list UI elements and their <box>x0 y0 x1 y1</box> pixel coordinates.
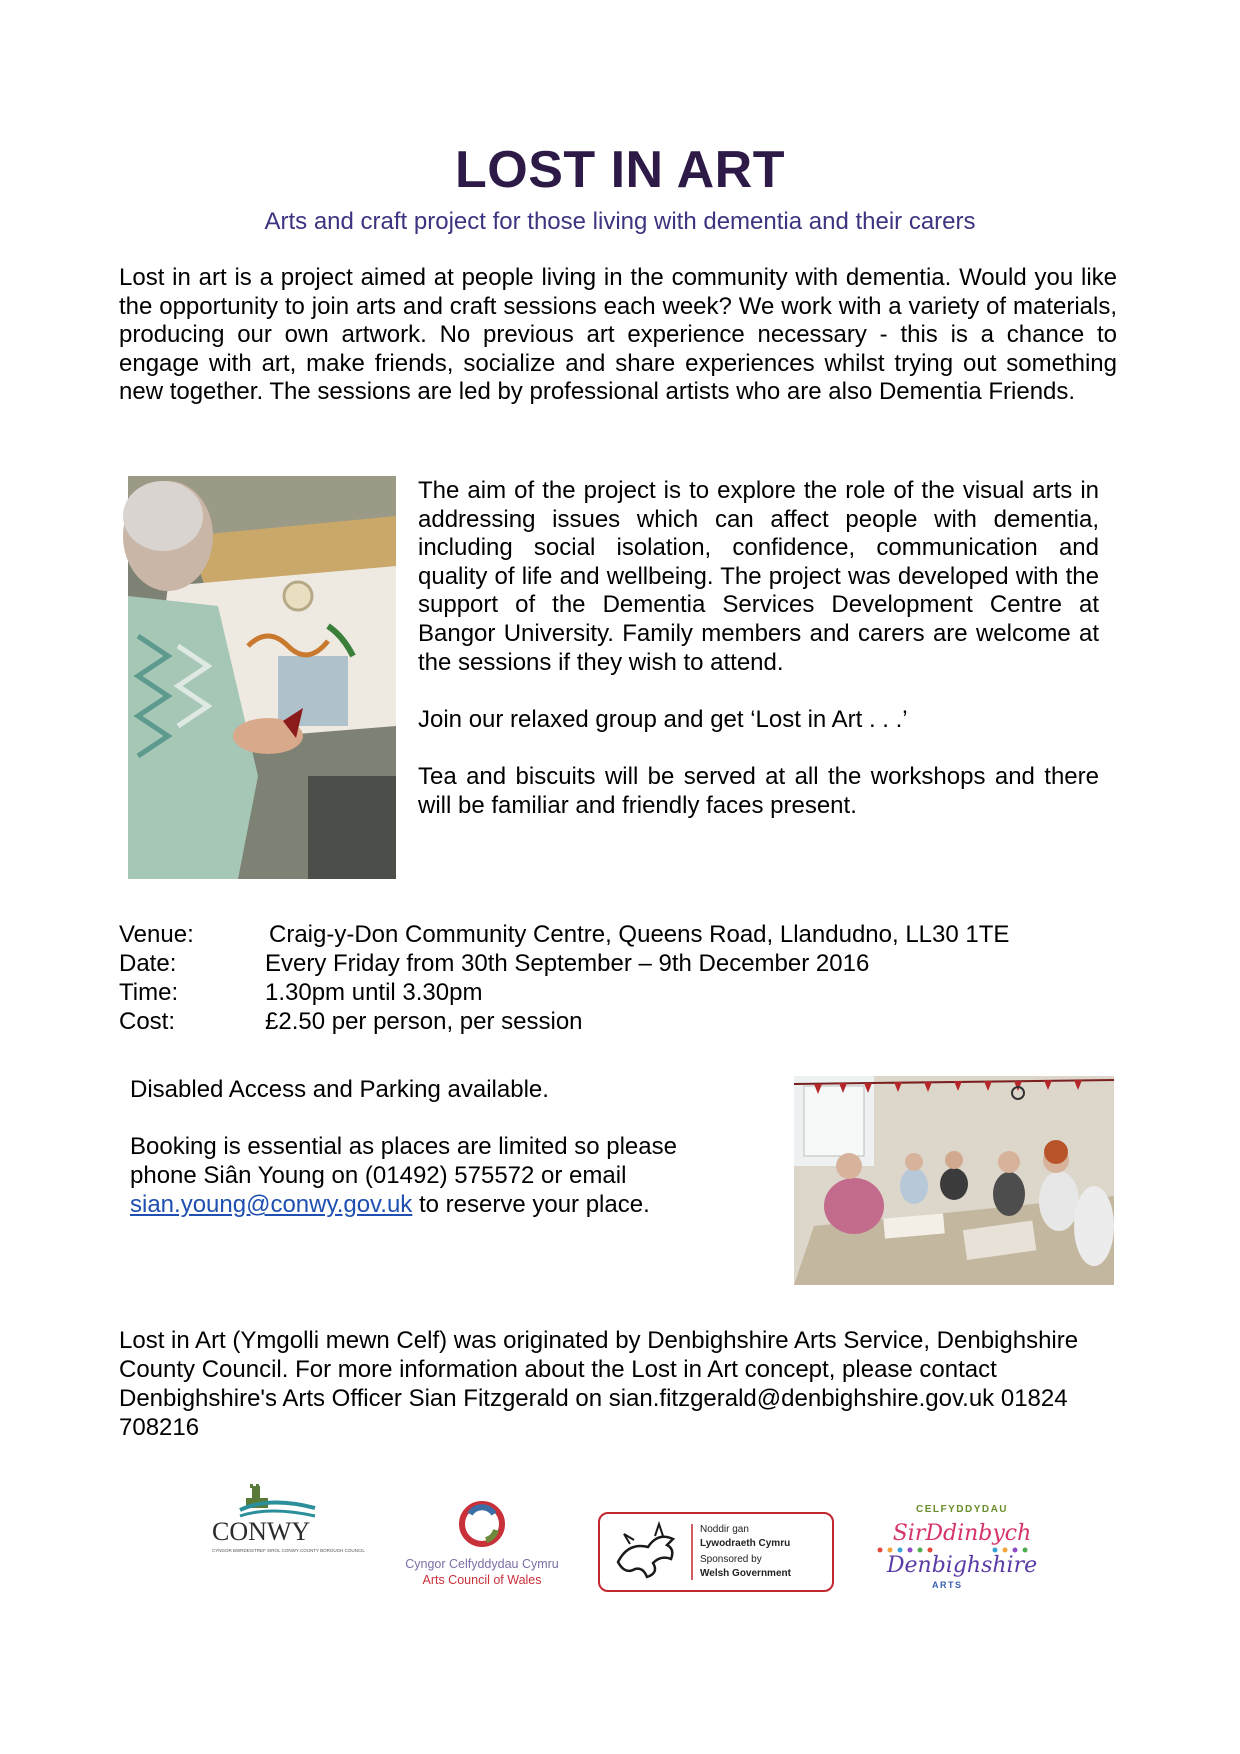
tea-paragraph: Tea and biscuits will be served at all the workshops and there will be familiar and friendly faces present. <box>418 762 1099 819</box>
denbighshire-arts-logo <box>870 1498 1055 1596</box>
denb-top-label: CELFYDDYDAU <box>915 1504 1009 1515</box>
aim-paragraph: The aim of the project is to explore the role of the visual arts in addressing issues which can affect people with dementia, including social isolation, confidence, communication and quality of life and wellbeing. The project was developed with the support of the Dementia Services Development Centre at Bangor University. Family members and carers are welcome at the sessions if they wish to attend. <box>418 477 1099 676</box>
arts-council-wales-logo <box>400 1500 565 1595</box>
intro-paragraph: Lost in art is a project aimed at people living in the community with dementia. Would you like the opportunity to join arts and craft sessions each week? We work with a variety of materials, producing our own artwork. No previous art experience necessary - this is a chance to engage with art, make friends, socialize and share experiences whilst trying out something new together. The sessions are led by professional artists who are also Dementia Friends. <box>119 264 1117 406</box>
welsh-dragon-icon <box>600 1514 832 1590</box>
welsh-government-logo <box>598 1512 834 1592</box>
conwy-tagline: CYNGOR BWRDEISTREF SIROL CONWY COUNTY BOROUGH COUNCIL <box>212 1548 365 1553</box>
conwy-logo <box>210 1484 365 1556</box>
denb-english-name: Denbighshire <box>886 1553 1038 1578</box>
date-value: Every Friday from 30th September – 9th December 2016 <box>265 950 870 977</box>
venue-value: Craig-y-Don Community Centre, Queens Road, Llandudno, LL30 1TE <box>269 921 1010 948</box>
footer-paragraph: Lost in Art (Ymgolli mewn Celf) was originated by Denbighshire Arts Service, Denbighshire County Council. For more information about the Lost in Art concept, please contact Denbighshire's Arts Officer Sian Fitzgerald on sian.fitzgerald@denbighshire.gov.uk 01824 708216 <box>119 1327 1079 1441</box>
welsh-gov-line4: Welsh Government <box>700 1568 791 1579</box>
welsh-gov-line2: Lywodraeth Cymru <box>700 1538 791 1549</box>
craft-session-photo <box>128 476 396 879</box>
cost-label: Cost: <box>119 1008 176 1035</box>
arts-council-ring-icon <box>400 1500 565 1595</box>
denb-arts-label: ARTS <box>932 1580 963 1590</box>
welsh-gov-line3: Sponsored by <box>700 1554 762 1565</box>
arts-council-welsh: Cyngor Celfyddydau Cymru <box>405 1557 559 1571</box>
booking-text-after: to reserve your place. <box>418 1191 650 1218</box>
time-label: Time: <box>119 979 179 1006</box>
booking-text <box>130 1132 750 1219</box>
group-session-photo <box>794 1076 1114 1285</box>
cost-value: £2.50 per person, per session <box>265 1008 583 1035</box>
booking-section <box>130 1075 750 1247</box>
booking-email-link[interactable]: sian.young@conwy.gov.uk <box>130 1191 413 1218</box>
group-session-illustration <box>794 1076 1114 1285</box>
conwy-wordmark: CONWY <box>212 1517 311 1546</box>
access-text: Disabled Access and Parking available. <box>130 1076 549 1103</box>
booking-text-before: Booking is essential as places are limited so please phone Siân Young on (01492) 575572 or email <box>130 1133 677 1189</box>
aim-section <box>418 477 1099 849</box>
craft-session-illustration <box>128 476 396 879</box>
page-title: LOST IN ART <box>455 141 785 199</box>
venue-label: Venue: <box>119 921 194 948</box>
denbighshire-arts-icon <box>870 1498 1055 1596</box>
time-value: 1.30pm until 3.30pm <box>265 979 483 1006</box>
date-label: Date: <box>119 950 177 977</box>
arts-council-english: Arts Council of Wales <box>422 1573 542 1587</box>
denb-welsh-name: SirDdinbych <box>892 1521 1032 1546</box>
conwy-castle-icon <box>210 1484 365 1556</box>
join-paragraph: Join our relaxed group and get ‘Lost in Art . . .’ <box>418 705 908 733</box>
welsh-gov-line1: Noddir gan <box>700 1524 749 1535</box>
page-subtitle: Arts and craft project for those living with dementia and their carers <box>264 208 976 235</box>
